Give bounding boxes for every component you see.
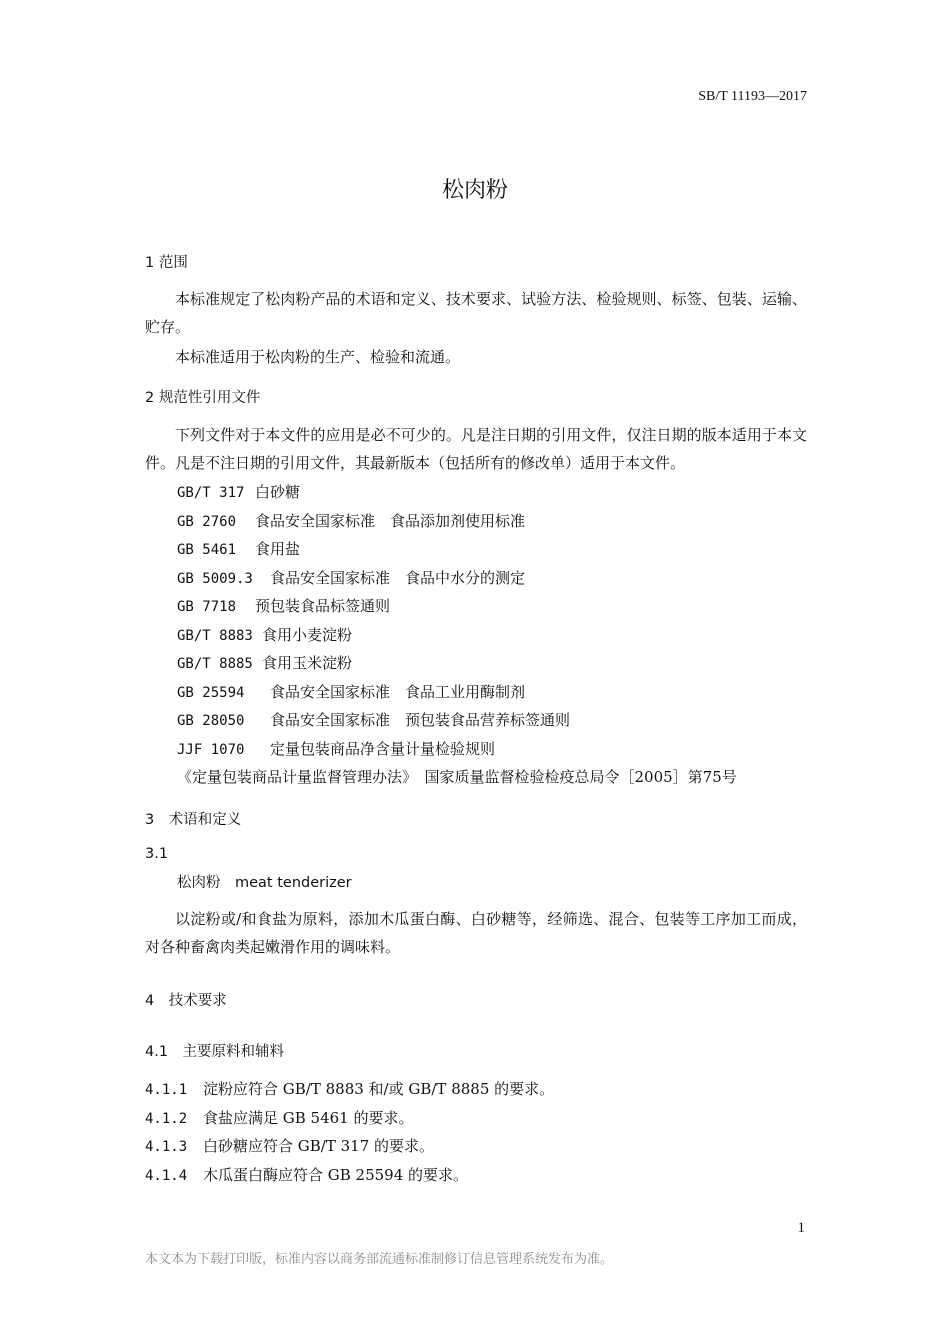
reference-code: GB 28050 <box>177 713 245 729</box>
term-definition: 以淀粉或/和食盐为原料，添加木瓜蛋白酶、白砂糖等，经筛选、混合、包装等工序加工而成，对各种畜禽肉类起嫩滑作用的调味料。 <box>145 910 807 956</box>
requirement-number: 4.1.1 <box>145 1082 188 1098</box>
section-4-1-heading: 4.1 主要原料和辅料 <box>145 1044 285 1060</box>
reference-item <box>177 735 495 764</box>
requirement-number: 4.1.2 <box>145 1111 188 1127</box>
reference-code: GB/T 8885 <box>177 656 253 672</box>
reference-item <box>177 507 525 536</box>
regulation-reference: 《定量包装商品计量监督管理办法》 国家质量监督检验检疫总局令［2005］第75号 <box>177 768 737 786</box>
requirement-text: 淀粉应符合 GB/T 8883 和/或 GB/T 8885 的要求。 <box>203 1080 555 1098</box>
requirement-text: 木瓜蛋白酶应符合 GB 25594 的要求。 <box>203 1166 469 1184</box>
section-1-heading: 1 范围 <box>145 255 188 271</box>
requirement-text: 食盐应满足 GB 5461 的要求。 <box>203 1109 414 1127</box>
requirement-number: 4.1.4 <box>145 1168 188 1184</box>
section-2-heading: 2 规范性引用文件 <box>145 390 261 406</box>
reference-title: 食品安全国家标准 预包装食品营养标签通则 <box>270 711 571 729</box>
reference-code: JJF 1070 <box>177 742 245 758</box>
reference-title: 食品安全国家标准 食品工业用酶制剂 <box>270 683 526 701</box>
reference-title: 预包装食品标签通则 <box>255 597 391 615</box>
reference-title: 食品安全国家标准 食品中水分的测定 <box>270 569 526 587</box>
reference-code: GB/T 8883 <box>177 628 253 644</box>
reference-item <box>177 621 352 650</box>
reference-code: GB 5009.3 <box>177 571 253 587</box>
reference-title: 食品安全国家标准 食品添加剂使用标准 <box>255 512 526 530</box>
document-title: 松肉粉 <box>441 178 508 203</box>
reference-item <box>177 535 300 564</box>
term-entry: 松肉粉 meat tenderizer <box>177 875 352 891</box>
section-2-intro: 下列文件对于本文件的应用是必不可少的。凡是注日期的引用文件，仅注日期的版本适用于本文件。凡是不注日期的引用文件，其最新版本（包括所有的修改单）适用于本文件。 <box>145 426 807 472</box>
reference-code: GB 2760 <box>177 514 237 530</box>
reference-item <box>177 478 300 507</box>
reference-item <box>177 564 525 593</box>
reference-item <box>177 678 525 707</box>
reference-code: GB/T 317 <box>177 485 245 501</box>
requirement-item <box>145 1164 468 1185</box>
standard-code: SB/T 11193—2017 <box>698 89 807 104</box>
requirement-number: 4.1.3 <box>145 1139 188 1155</box>
requirement-item <box>145 1078 554 1099</box>
requirement-item <box>145 1135 434 1156</box>
reference-title: 定量包装商品净含量计量检验规则 <box>270 740 496 758</box>
section-3-heading: 3 术语和定义 <box>145 812 242 828</box>
reference-item <box>177 706 570 735</box>
reference-code: GB 5461 <box>177 542 237 558</box>
footer-note: 本文本为下载打印版，标准内容以商务部流通标准制修订信息管理系统发布为准。 <box>145 1252 614 1267</box>
section-1-paragraph-1: 本标准规定了松肉粉产品的术语和定义、技术要求、试验方法、检验规则、标签、包装、运输、贮存。 <box>145 290 807 336</box>
section-1-paragraph-2: 本标准适用于松肉粉的生产、检验和流通。 <box>175 348 461 366</box>
section-4-heading: 4 技术要求 <box>145 993 227 1009</box>
reference-title: 食用小麦淀粉 <box>262 626 353 644</box>
reference-title: 食用玉米淀粉 <box>262 654 353 672</box>
reference-item <box>177 649 352 678</box>
requirement-text: 白砂糖应符合 GB/T 317 的要求。 <box>203 1137 434 1155</box>
reference-title: 白砂糖 <box>255 483 301 501</box>
reference-item <box>177 592 390 621</box>
requirement-item <box>145 1107 413 1128</box>
reference-code: GB 25594 <box>177 685 245 701</box>
reference-code: GB 7718 <box>177 599 237 615</box>
term-number: 3.1 <box>145 846 169 862</box>
page-number: 1 <box>797 1220 805 1236</box>
reference-title: 食用盐 <box>255 540 301 558</box>
